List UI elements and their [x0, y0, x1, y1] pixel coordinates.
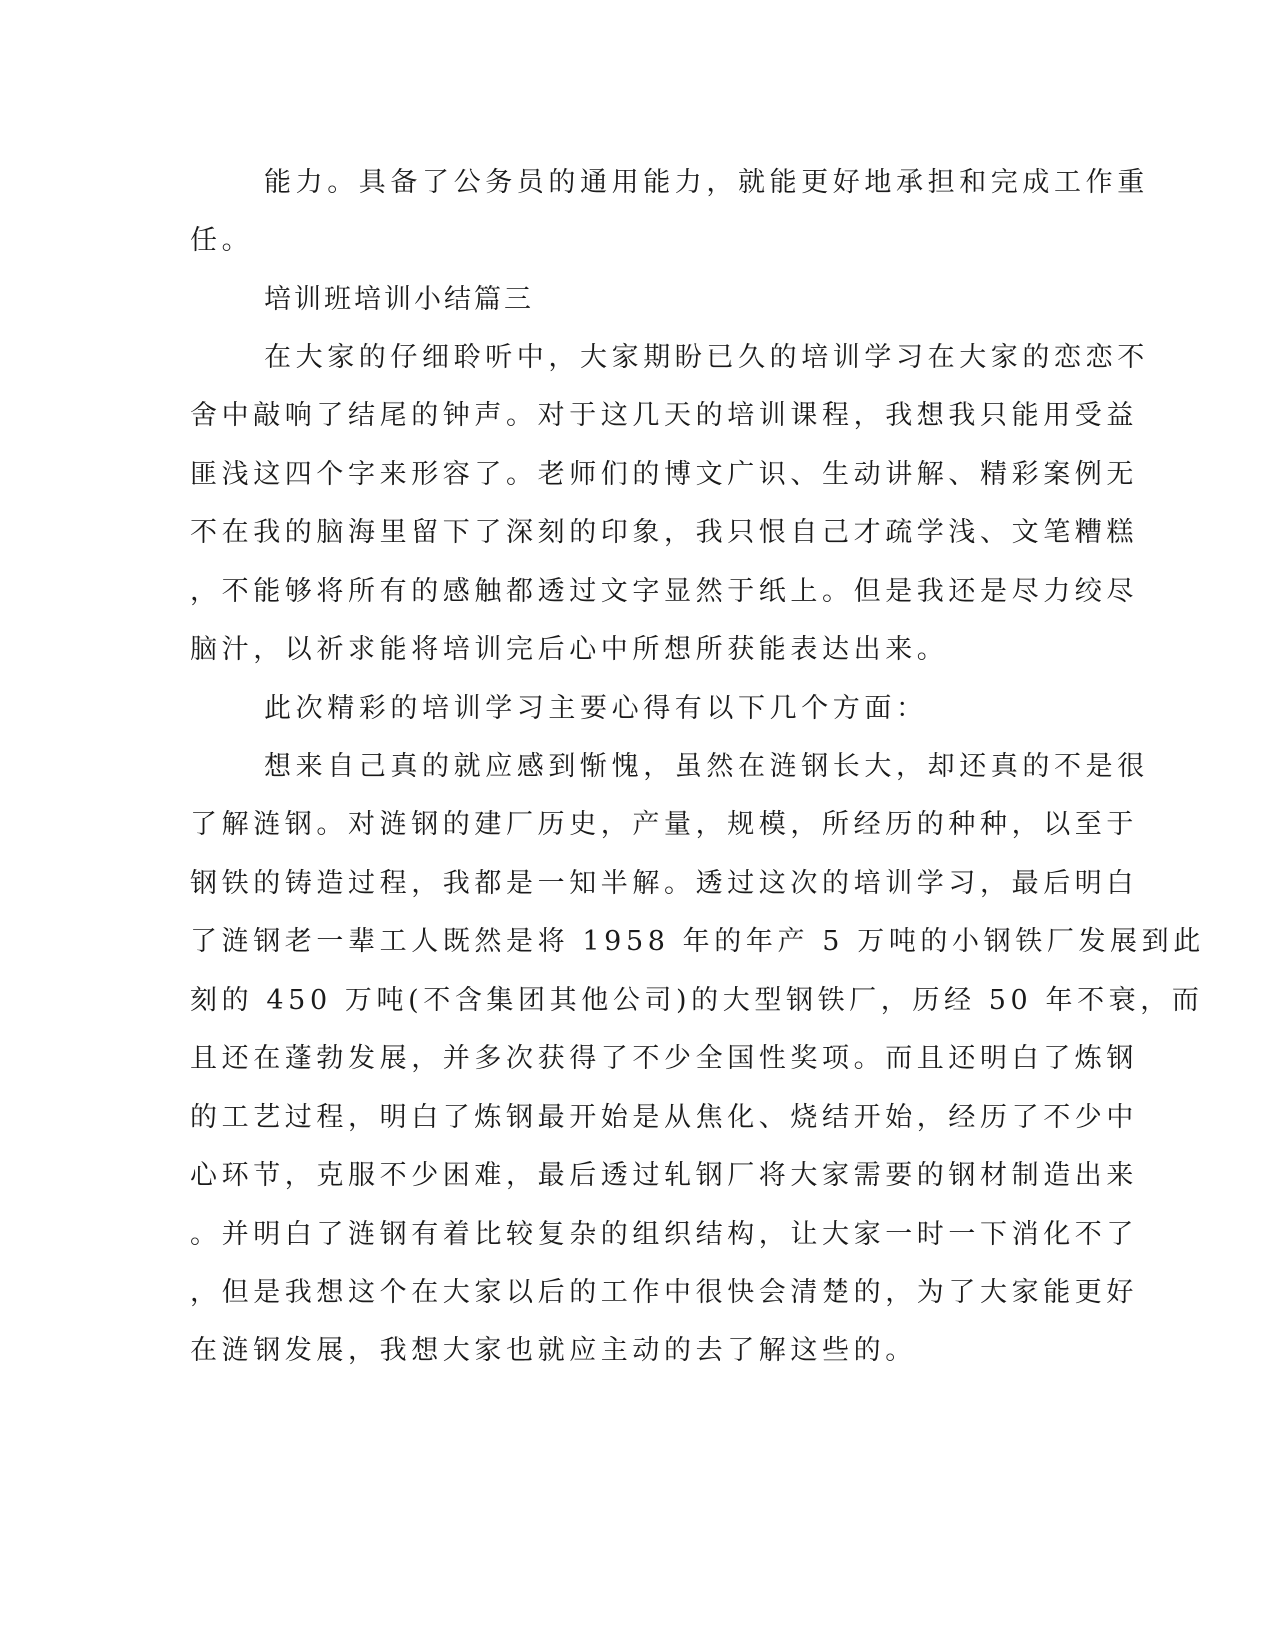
paragraph-line: 。并明白了涟钢有着比较复杂的组织结构，让大家一时一下消化不了 [190, 1219, 1138, 1250]
paragraph-line: 脑汁，以祈求能将培训完后心中所想所获能表达出来。 [190, 634, 949, 665]
paragraph-line: 能力。具备了公务员的通用能力，就能更好地承担和完成工作重 [264, 167, 1149, 198]
paragraph-line: 此次精彩的培训学习主要心得有以下几个方面： [264, 693, 928, 724]
paragraph-line: 的工艺过程，明白了炼钢最开始是从焦化、烧结开始，经历了不少中 [190, 1102, 1138, 1133]
section-heading: 培训班培训小结篇三 [264, 284, 534, 315]
paragraph-line: ，不能够将所有的感触都透过文字显然于纸上。但是我还是尽力绞尽 [190, 576, 1138, 607]
paragraph-line: 匪浅这四个字来形容了。老师们的博文广识、生动讲解、精彩案例无 [190, 459, 1138, 490]
paragraph-line: 钢铁的铸造过程，我都是一知半解。透过这次的培训学习，最后明白 [190, 868, 1138, 899]
paragraph-line: 了解涟钢。对涟钢的建厂历史，产量，规模，所经历的种种，以至于 [190, 809, 1138, 840]
paragraph-line: 了涟钢老一辈工人既然是将 1958 年的年产 5 万吨的小钢铁厂发展到此 [190, 926, 1205, 957]
paragraph-line: 在大家的仔细聆听中，大家期盼已久的培训学习在大家的恋恋不 [264, 342, 1149, 373]
paragraph-line: 想来自己真的就应感到惭愧，虽然在涟钢长大，却还真的不是很 [264, 751, 1149, 782]
paragraph-line: 在涟钢发展，我想大家也就应主动的去了解这些的。 [190, 1335, 917, 1366]
paragraph-line: 刻的 450 万吨(不含集团其他公司)的大型钢铁厂，历经 50 年不衰，而 [190, 985, 1204, 1016]
paragraph-line: 且还在蓬勃发展，并多次获得了不少全国性奖项。而且还明白了炼钢 [190, 1043, 1138, 1074]
paragraph-line: 舍中敲响了结尾的钟声。对于这几天的培训课程，我想我只能用受益 [190, 400, 1138, 431]
paragraph-line: 心环节，克服不少困难，最后透过轧钢厂将大家需要的钢材制造出来 [190, 1160, 1138, 1191]
paragraph-line: 不在我的脑海里留下了深刻的印象，我只恨自己才疏学浅、文笔糟糕 [190, 517, 1138, 548]
paragraph-line: 任。 [190, 225, 254, 256]
paragraph-line: ，但是我想这个在大家以后的工作中很快会清楚的，为了大家能更好 [190, 1277, 1138, 1308]
